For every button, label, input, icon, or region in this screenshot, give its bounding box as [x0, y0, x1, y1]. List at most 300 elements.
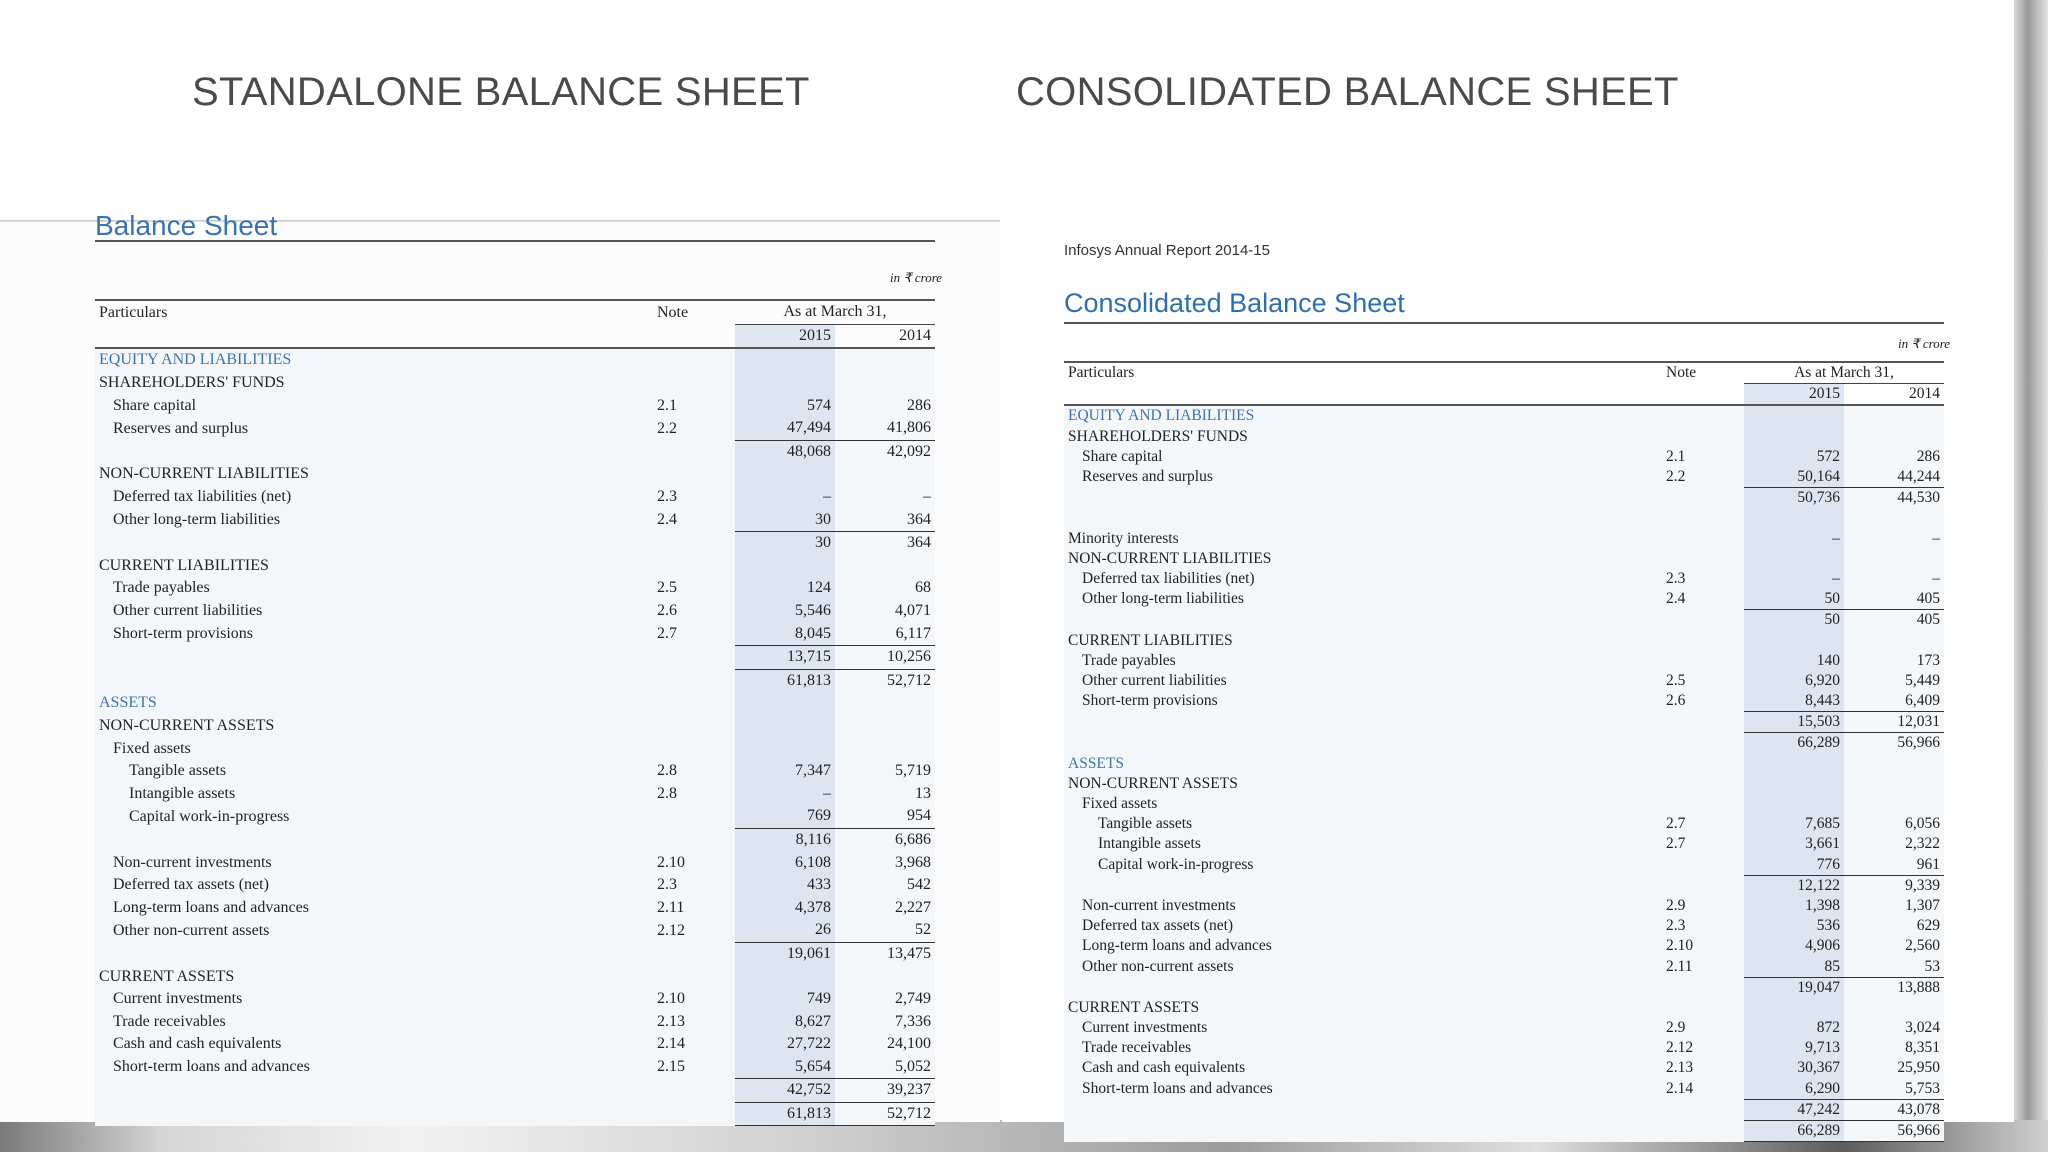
- row-value-previous: [1844, 427, 1944, 447]
- row-note: [1662, 998, 1744, 1018]
- row-value-current: [1744, 754, 1844, 774]
- row-value-current: [735, 715, 835, 738]
- row-note: [653, 463, 735, 486]
- table-row: [1064, 956, 1944, 977]
- row-label: [95, 531, 653, 554]
- row-label: CURRENT ASSETS: [95, 965, 653, 988]
- header-note: Note: [653, 300, 735, 324]
- row-label: Intangible assets: [95, 782, 653, 805]
- row-label: Capital work-in-progress: [1064, 855, 1662, 876]
- row-value-current: 9,713: [1744, 1038, 1844, 1058]
- table-row: [1064, 427, 1944, 447]
- table-row: [95, 851, 935, 874]
- row-value-current: 776: [1744, 855, 1844, 876]
- table-row: [95, 531, 935, 554]
- row-value-current: –: [735, 782, 835, 805]
- row-value-current: [1744, 774, 1844, 794]
- row-note: [653, 440, 735, 463]
- row-label: Minority interests: [1064, 529, 1662, 549]
- row-value-current: 124: [735, 577, 835, 600]
- row-label: [1064, 712, 1662, 733]
- standalone-balance-sheet-table: [95, 299, 935, 1126]
- header-year-previous: 2014: [835, 324, 935, 348]
- row-note: [653, 805, 735, 828]
- row-note: 2.6: [653, 600, 735, 623]
- row-note: 2.13: [1662, 1058, 1744, 1078]
- row-value-current: 61,813: [735, 669, 835, 692]
- table-row: [95, 394, 935, 417]
- row-label: NON-CURRENT ASSETS: [95, 715, 653, 738]
- row-label: Other non-current assets: [95, 919, 653, 942]
- row-label: SHAREHOLDERS' FUNDS: [95, 372, 653, 395]
- row-value-current: 572: [1744, 447, 1844, 467]
- right-edge-decoration: [2014, 0, 2048, 1152]
- row-label: CURRENT LIABILITIES: [95, 555, 653, 578]
- row-label: Reserves and surplus: [95, 417, 653, 440]
- row-note: 2.14: [653, 1033, 735, 1056]
- row-label: EQUITY AND LIABILITIES: [95, 348, 653, 372]
- row-value-previous: 13,475: [835, 942, 935, 965]
- row-note: 2.8: [653, 782, 735, 805]
- row-value-current: [1744, 630, 1844, 650]
- header-blank: [1662, 384, 1744, 406]
- row-value-previous: 3,968: [835, 851, 935, 874]
- row-value-previous: 173: [1844, 651, 1944, 671]
- row-value-previous: 542: [835, 874, 935, 897]
- row-label: Tangible assets: [1064, 814, 1662, 834]
- table-row: [1064, 1079, 1944, 1100]
- row-note: 2.15: [653, 1056, 735, 1079]
- header-blank: [95, 324, 653, 348]
- table-row: [1064, 549, 1944, 569]
- table-row: [95, 372, 935, 395]
- table-header-row: [1064, 362, 1944, 384]
- row-value-current: 26: [735, 919, 835, 942]
- table-row: [95, 715, 935, 738]
- row-note: [1662, 977, 1744, 998]
- row-label: EQUITY AND LIABILITIES: [1064, 405, 1662, 426]
- row-value-previous: [835, 965, 935, 988]
- row-note: [1662, 549, 1744, 569]
- row-note: [1662, 875, 1744, 896]
- row-label: Tangible assets: [95, 760, 653, 783]
- row-label: Share capital: [95, 394, 653, 417]
- row-value-previous: [835, 692, 935, 715]
- row-note: 2.1: [653, 394, 735, 417]
- row-value-current: 48,068: [735, 440, 835, 463]
- table-header-row: [95, 300, 935, 324]
- row-label: ASSETS: [1064, 754, 1662, 774]
- row-label: [1064, 977, 1662, 998]
- row-label: Non-current investments: [95, 851, 653, 874]
- row-value-previous: 56,966: [1844, 1120, 1944, 1141]
- row-value-current: [1744, 427, 1844, 447]
- row-value-current: 1,398: [1744, 896, 1844, 916]
- row-value-previous: [835, 463, 935, 486]
- row-note: 2.5: [1662, 671, 1744, 691]
- table-row: [1064, 1120, 1944, 1141]
- row-value-previous: [835, 715, 935, 738]
- row-value-current: 15,503: [1744, 712, 1844, 733]
- table-row: [1064, 794, 1944, 814]
- row-value-previous: [1844, 794, 1944, 814]
- row-note: [1662, 1120, 1744, 1141]
- row-label: Short-term loans and advances: [95, 1056, 653, 1079]
- row-note: 2.5: [653, 577, 735, 600]
- row-note: [653, 1102, 735, 1126]
- row-value-current: 27,722: [735, 1033, 835, 1056]
- row-label: [95, 942, 653, 965]
- row-label: Fixed assets: [1064, 794, 1662, 814]
- row-value-previous: [1844, 774, 1944, 794]
- table-row: [1064, 467, 1944, 488]
- table-row: [1064, 774, 1944, 794]
- row-label: [1064, 875, 1662, 896]
- row-value-current: 66,289: [1744, 733, 1844, 754]
- row-value-previous: 68: [835, 577, 935, 600]
- row-value-current: –: [1744, 569, 1844, 589]
- row-note: [1662, 794, 1744, 814]
- row-note: [1662, 1099, 1744, 1120]
- report-header: Infosys Annual Report 2014-15: [1064, 242, 1270, 259]
- row-label: Cash and cash equivalents: [1064, 1058, 1662, 1078]
- table-row: [1064, 651, 1944, 671]
- row-note: 2.12: [653, 919, 735, 942]
- table-row: [1064, 834, 1944, 854]
- row-value-current: [1744, 794, 1844, 814]
- row-value-previous: 2,749: [835, 988, 935, 1011]
- row-value-current: 574: [735, 394, 835, 417]
- row-label: CURRENT LIABILITIES: [1064, 630, 1662, 650]
- row-label: Deferred tax liabilities (net): [95, 486, 653, 509]
- row-note: [653, 555, 735, 578]
- row-note: [653, 828, 735, 851]
- unit-note: in ₹ crore: [1898, 336, 1951, 351]
- row-value-current: 19,047: [1744, 977, 1844, 998]
- row-value-previous: 405: [1844, 589, 1944, 610]
- row-value-current: 769: [735, 805, 835, 828]
- row-value-previous: 56,966: [1844, 733, 1944, 754]
- row-value-previous: [1844, 549, 1944, 569]
- row-value-previous: 7,336: [835, 1010, 935, 1033]
- row-value-current: [735, 348, 835, 372]
- row-value-previous: 5,449: [1844, 671, 1944, 691]
- row-label: Fixed assets: [95, 737, 653, 760]
- row-note: 2.10: [653, 851, 735, 874]
- row-value-previous: 2,322: [1844, 834, 1944, 854]
- row-label: Deferred tax assets (net): [1064, 916, 1662, 936]
- row-value-current: 749: [735, 988, 835, 1011]
- row-value-previous: 52,712: [835, 1102, 935, 1126]
- row-label: Deferred tax liabilities (net): [1064, 569, 1662, 589]
- table-row: [95, 692, 935, 715]
- row-note: 2.12: [1662, 1038, 1744, 1058]
- table-row: [95, 782, 935, 805]
- row-value-previous: [1844, 405, 1944, 426]
- row-note: [653, 737, 735, 760]
- standalone-title: STANDALONE BALANCE SHEET: [192, 70, 810, 114]
- row-value-current: 433: [735, 874, 835, 897]
- row-note: 2.10: [653, 988, 735, 1011]
- header-particulars: Particulars: [95, 300, 653, 324]
- table-row: [95, 417, 935, 440]
- row-note: [1662, 754, 1744, 774]
- row-label: [1064, 733, 1662, 754]
- table-row: [1064, 754, 1944, 774]
- row-label: [95, 1079, 653, 1103]
- row-note: [1662, 651, 1744, 671]
- row-value-current: 6,290: [1744, 1079, 1844, 1100]
- unit-note: in ₹ crore: [890, 270, 943, 285]
- row-note: 2.6: [1662, 691, 1744, 712]
- row-label: [1064, 488, 1662, 509]
- row-value-previous: 3,024: [1844, 1018, 1944, 1038]
- row-label: [1064, 610, 1662, 631]
- row-note: 2.13: [653, 1010, 735, 1033]
- row-value-previous: 41,806: [835, 417, 935, 440]
- row-note: [1662, 508, 1744, 528]
- cut-off-heading: Balance Sheet: [95, 210, 278, 241]
- row-value-current: 8,045: [735, 622, 835, 645]
- header-as-at: As at March 31,: [1744, 362, 1944, 384]
- table-row: [1064, 977, 1944, 998]
- row-label: Trade receivables: [95, 1010, 653, 1033]
- row-value-current: 4,906: [1744, 936, 1844, 956]
- header-blank: [1064, 384, 1662, 406]
- table-row: [1064, 814, 1944, 834]
- row-label: NON-CURRENT ASSETS: [1064, 774, 1662, 794]
- row-value-current: 8,116: [735, 828, 835, 851]
- table-row: [1064, 447, 1944, 467]
- table-row: [95, 1102, 935, 1126]
- header-note: Note: [1662, 362, 1744, 384]
- row-note: 2.11: [653, 896, 735, 919]
- table-row: [95, 760, 935, 783]
- table-row: [95, 919, 935, 942]
- table-row: [1064, 916, 1944, 936]
- row-note: [1662, 529, 1744, 549]
- row-value-current: 50: [1744, 589, 1844, 610]
- row-value-current: 12,122: [1744, 875, 1844, 896]
- table-row: [1064, 671, 1944, 691]
- row-value-previous: 10,256: [835, 645, 935, 669]
- table-row: [95, 645, 935, 669]
- consolidated-balance-sheet-table: [1064, 361, 1944, 1142]
- row-value-previous: 52: [835, 919, 935, 942]
- row-note: [653, 372, 735, 395]
- row-label: Other non-current assets: [1064, 956, 1662, 977]
- row-value-previous: 6,056: [1844, 814, 1944, 834]
- row-value-current: [1744, 549, 1844, 569]
- row-value-current: 19,061: [735, 942, 835, 965]
- row-value-current: 85: [1744, 956, 1844, 977]
- row-value-previous: 629: [1844, 916, 1944, 936]
- row-label: Short-term loans and advances: [1064, 1079, 1662, 1100]
- row-label: Other current liabilities: [1064, 671, 1662, 691]
- row-value-current: –: [735, 486, 835, 509]
- row-value-current: [735, 965, 835, 988]
- row-value-current: 50: [1744, 610, 1844, 631]
- table-row: [95, 669, 935, 692]
- row-note: [1662, 630, 1744, 650]
- row-value-current: 47,494: [735, 417, 835, 440]
- row-label: [95, 1102, 653, 1126]
- row-value-previous: 6,686: [835, 828, 935, 851]
- table-row: [1064, 733, 1944, 754]
- row-value-previous: [835, 737, 935, 760]
- row-value-current: [1744, 405, 1844, 426]
- row-value-previous: 44,244: [1844, 467, 1944, 488]
- row-note: [653, 942, 735, 965]
- row-note: [653, 669, 735, 692]
- row-note: 2.14: [1662, 1079, 1744, 1100]
- row-value-previous: [1844, 754, 1944, 774]
- table-row: [1064, 998, 1944, 1018]
- table-row: [95, 988, 935, 1011]
- row-note: 2.7: [1662, 834, 1744, 854]
- table-row: [95, 622, 935, 645]
- row-label: [95, 669, 653, 692]
- row-label: ASSETS: [95, 692, 653, 715]
- table-row: [1064, 1058, 1944, 1078]
- row-note: 2.3: [653, 486, 735, 509]
- table-row: [1064, 875, 1944, 896]
- table-row: [95, 486, 935, 509]
- row-label: Short-term provisions: [95, 622, 653, 645]
- table-row: [1064, 1018, 1944, 1038]
- row-note: 2.10: [1662, 936, 1744, 956]
- row-note: [1662, 733, 1744, 754]
- row-value-previous: [1844, 998, 1944, 1018]
- row-value-current: 50,164: [1744, 467, 1844, 488]
- table-row: [1064, 569, 1944, 589]
- table-row: [1064, 936, 1944, 956]
- row-value-previous: 6,409: [1844, 691, 1944, 712]
- row-value-previous: 2,227: [835, 896, 935, 919]
- row-value-previous: 364: [835, 531, 935, 554]
- row-value-previous: 4,071: [835, 600, 935, 623]
- table-row: [95, 1033, 935, 1056]
- row-label: Trade payables: [95, 577, 653, 600]
- row-value-previous: [1844, 630, 1944, 650]
- row-note: [1662, 488, 1744, 509]
- row-label: Trade payables: [1064, 651, 1662, 671]
- table-row: [95, 577, 935, 600]
- row-note: 2.4: [1662, 589, 1744, 610]
- row-value-current: 4,378: [735, 896, 835, 919]
- row-value-previous: 24,100: [835, 1033, 935, 1056]
- table-row: [95, 440, 935, 463]
- row-value-previous: [835, 555, 935, 578]
- row-value-current: 47,242: [1744, 1099, 1844, 1120]
- row-value-current: 140: [1744, 651, 1844, 671]
- row-value-previous: 42,092: [835, 440, 935, 463]
- table-row: [1064, 405, 1944, 426]
- row-value-previous: –: [835, 486, 935, 509]
- row-label: [95, 440, 653, 463]
- row-note: 2.3: [1662, 569, 1744, 589]
- row-note: [653, 348, 735, 372]
- table-row: [1064, 896, 1944, 916]
- row-label: Cash and cash equivalents: [95, 1033, 653, 1056]
- row-label: [1064, 1099, 1662, 1120]
- row-value-previous: 8,351: [1844, 1038, 1944, 1058]
- row-note: [1662, 855, 1744, 876]
- table-row: [1064, 630, 1944, 650]
- row-note: 2.7: [1662, 814, 1744, 834]
- row-label: CURRENT ASSETS: [1064, 998, 1662, 1018]
- row-label: SHAREHOLDERS' FUNDS: [1064, 427, 1662, 447]
- row-label: Other long-term liabilities: [95, 508, 653, 531]
- row-value-previous: 13,888: [1844, 977, 1944, 998]
- consolidated-title: CONSOLIDATED BALANCE SHEET: [1016, 70, 1679, 114]
- row-value-previous: 405: [1844, 610, 1944, 631]
- row-value-current: 7,347: [735, 760, 835, 783]
- row-value-previous: 5,753: [1844, 1079, 1944, 1100]
- row-value-current: 5,654: [735, 1056, 835, 1079]
- row-value-previous: 364: [835, 508, 935, 531]
- row-note: 2.7: [653, 622, 735, 645]
- row-note: 2.3: [1662, 916, 1744, 936]
- row-note: 2.1: [1662, 447, 1744, 467]
- table-row: [1064, 855, 1944, 876]
- row-label: Other long-term liabilities: [1064, 589, 1662, 610]
- title-rule: [1064, 322, 1944, 324]
- table-row: [1064, 529, 1944, 549]
- table-row: [1064, 712, 1944, 733]
- row-value-previous: 2,560: [1844, 936, 1944, 956]
- row-value-previous: 1,307: [1844, 896, 1944, 916]
- heading-rule: [95, 240, 935, 242]
- row-value-current: [1744, 508, 1844, 528]
- row-label: Share capital: [1064, 447, 1662, 467]
- report-title: Consolidated Balance Sheet: [1064, 288, 1405, 318]
- row-note: 2.2: [653, 417, 735, 440]
- row-value-previous: [835, 348, 935, 372]
- table-row: [95, 1010, 935, 1033]
- table-row: [95, 463, 935, 486]
- row-value-previous: 286: [835, 394, 935, 417]
- table-header-years-row: [95, 324, 935, 348]
- table-row: [1064, 610, 1944, 631]
- row-value-current: 66,289: [1744, 1120, 1844, 1141]
- row-value-previous: 53: [1844, 956, 1944, 977]
- table-row: [95, 555, 935, 578]
- row-label: [95, 645, 653, 669]
- row-note: [653, 531, 735, 554]
- row-value-previous: [1844, 508, 1944, 528]
- row-value-previous: 9,339: [1844, 875, 1944, 896]
- row-note: [1662, 405, 1744, 426]
- row-note: [1662, 712, 1744, 733]
- table-row: [95, 1079, 935, 1103]
- row-note: 2.2: [1662, 467, 1744, 488]
- row-value-previous: 6,117: [835, 622, 935, 645]
- row-label: Intangible assets: [1064, 834, 1662, 854]
- row-note: [653, 715, 735, 738]
- row-note: [1662, 774, 1744, 794]
- row-note: 2.3: [653, 874, 735, 897]
- header-year-current: 2015: [1744, 384, 1844, 406]
- row-value-current: 13,715: [735, 645, 835, 669]
- row-label: Capital work-in-progress: [95, 805, 653, 828]
- header-as-at: As at March 31,: [735, 300, 935, 324]
- row-value-current: [735, 737, 835, 760]
- row-value-current: 3,661: [1744, 834, 1844, 854]
- table-row: [95, 1056, 935, 1079]
- row-label: Long-term loans and advances: [1064, 936, 1662, 956]
- row-value-previous: 39,237: [835, 1079, 935, 1103]
